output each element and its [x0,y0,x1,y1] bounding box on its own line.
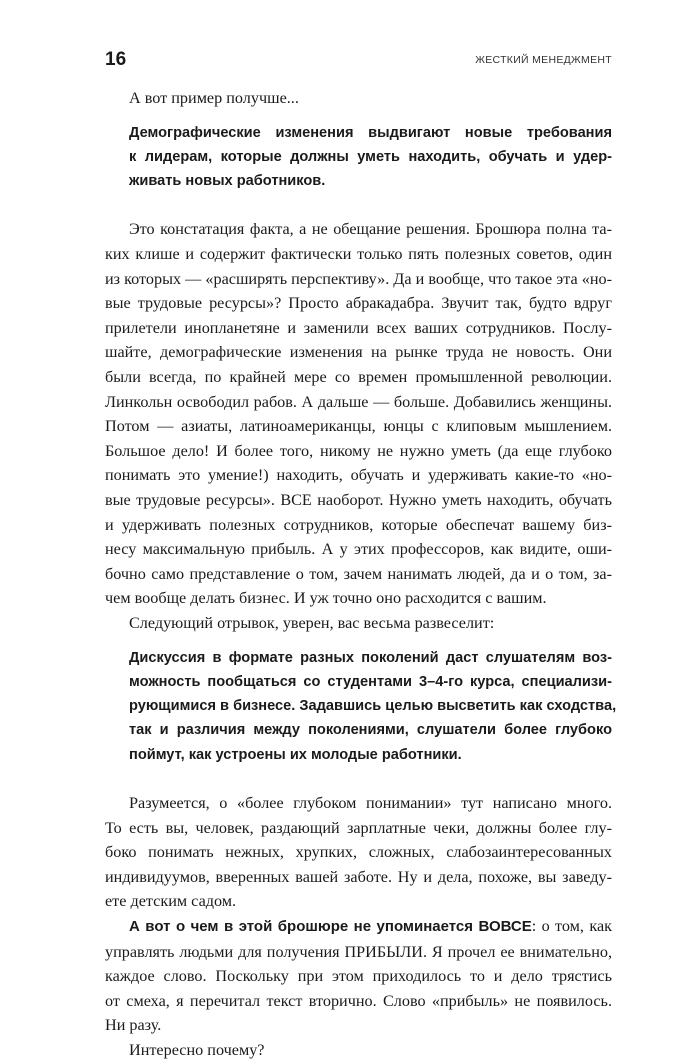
paragraph-profit [105,914,612,1038]
text-line: индивидуумов, вверенных вашей заботе. Ну и дела, похоже, вы заведу- [105,867,612,886]
quote-line: можность пообщаться со студентами 3–4-го курса, специализи- [129,673,612,690]
emphasis-text: А вот о чем в этой брошюре не упоминается ВОВСЕ [129,918,532,936]
text-line: управлять людьми для получения ПРИБЫЛИ. Я прочел ее внимательно, [105,942,612,961]
quote-line: живать новых работников. [129,173,326,190]
page-number: 16 [105,49,127,70]
quote-line: Дискуссия в формате разных поколений даст слушателям воз- [129,649,612,666]
text-line: ете детским садом. [105,892,237,911]
paragraph-cliche [105,217,612,611]
text-line: То есть вы, человек, раздающий зарплатные чеки, должны более глу- [105,818,612,837]
quote-line: рующимися в бизнесе. Задавшись целью высветить как сходства, [129,698,617,715]
page-header [105,50,612,74]
text-line: из которых — «расширять перспективу». Да и вообще, что такое эта «но- [105,269,612,288]
text-line: несу максимальную прибыль. А у этих профессоров, как видите, оши- [105,540,612,559]
paragraph-next-excerpt: Следующий отрывок, уверен, вас весьма развеселит: [129,613,495,632]
text-line: ких клише и содержит фактически только пять полезных советов, один [105,245,612,264]
paragraph-intro: А вот пример получше... [129,89,299,107]
text-line: понимать это умение!) находить, обучать и удерживать какие-то «но- [105,466,612,485]
quote-generations [105,646,617,767]
quote-line: так и различия между поколениями, слушатели более глубоко [129,722,612,739]
paragraph-question: Интересно почему? [129,1041,265,1059]
running-head: ЖЕСТКИЙ МЕНЕДЖМЕНТ [475,54,612,66]
text-line: прилетели инопланетяне и заменили всех ваших сотрудников. Послу- [105,318,612,337]
text-line: чем вообще делать бизнес. И уж точно оно расходится с вашим. [105,589,547,608]
text-line [105,914,612,940]
text-line: Линкольн освободил рабов. А дальше — больше. Добавились женщины. [105,392,612,411]
text-line: от смеха, я перечитал текст вторично. Слово «прибыль» не появилось. [105,991,612,1010]
text-line: были всегда, по крайней мере со времен промышленной революции. [105,368,612,387]
text-line: вые трудовые ресурсы»? Просто абракадабра. Звучит так, будто вдруг [105,294,612,313]
paragraph-understanding [105,791,612,914]
text-line: Потом — азиаты, латиноамериканцы, юнцы с клиповым мышлением. [105,417,612,436]
text-line: шайте, демографические изменения на рынке труда не новость. Они [105,343,612,362]
text-line: Ни разу. [105,1016,162,1035]
text-line: каждое слово. Поскольку при этом приходилось то и дело трястись [105,967,612,986]
quote-line: поймут, как устроены их молодые работники. [129,746,462,763]
text-line: Большое дело! И более того, никому не нужно уметь (да еще глубоко [105,441,612,460]
text-line: Разумеется, о «более глубоком понимании» тут написано много. [129,794,612,813]
text-line: и удерживать полезных сотрудников, которые обеспечат вашему биз- [105,515,612,534]
text-line: Это констатация факта, а не обещание решения. Брошюра полна та- [129,220,612,239]
quote-line: к лидерам, которые должны уметь находить, обучать и удер- [129,148,612,165]
text-line: вые трудовые ресурсы». ВСЕ наоборот. Нужно уметь находить, обучать [105,491,612,510]
quote-line: Демографические изменения выдвигают новые требования [129,124,612,141]
page-body [105,86,617,1063]
text-line: боко понимать нежных, хрупких, сложных, слабозаинтересованных [105,843,612,862]
text-line: бочно само представление о том, зачем нанимать людей, да и о том, за- [105,564,612,583]
quote-demographics [105,121,612,194]
text-fragment: : о том, как [531,917,612,936]
